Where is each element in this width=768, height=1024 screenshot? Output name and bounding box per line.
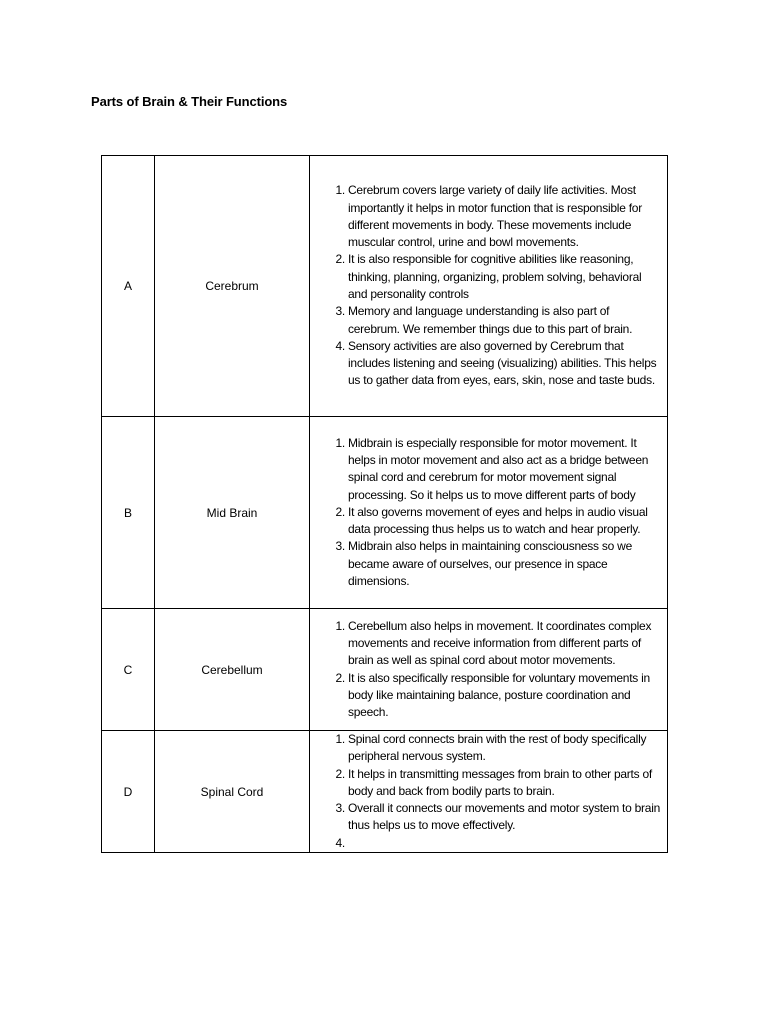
list-number: 1. (335, 618, 345, 633)
row-letter-cell: C (102, 609, 155, 731)
list-item (323, 338, 663, 390)
list-number: 2. (335, 252, 345, 267)
list-item-text: Midbrain is especially responsible for motor movement. It helps in motor movement and also act as a bridge between spinal cord and cerebrum for motor movement signal processing. So it helps us to move different parts of body (348, 435, 649, 502)
functions-list (310, 435, 667, 591)
list-item-text: Spinal cord connects brain with the rest of body specifically peripheral nervous system. (348, 732, 647, 764)
brain-part-cell: Cerebrum (155, 156, 310, 417)
list-item (323, 504, 663, 539)
table-row (102, 609, 668, 731)
list-item-text: Cerebellum also helps in movement. It coordinates complex movements and receive information from different parts of brain as well as spinal cord about motor movements. (348, 618, 652, 668)
functions-cell (310, 731, 668, 853)
list-number: 3. (335, 801, 345, 816)
list-item (323, 835, 663, 852)
list-number: 4. (335, 835, 345, 850)
row-letter-cell: B (102, 417, 155, 609)
list-item-text: Overall it connects our movements and motor system to brain thus helps us to move effectively. (348, 801, 661, 833)
brain-part-cell: Spinal Cord (155, 731, 310, 853)
list-number: 1. (335, 183, 345, 198)
list-item (323, 303, 663, 338)
list-item (323, 251, 663, 303)
list-item-text: It is also responsible for cognitive abilities like reasoning, thinking, planning, organizing, problem solving, behavioral and personality controls (348, 252, 642, 301)
list-item-text: Memory and language understanding is also part of cerebrum. We remember things due to this part of brain. (348, 304, 633, 336)
brain-functions-table (101, 155, 668, 853)
document-title: Parts of Brain & Their Functions (91, 94, 288, 109)
list-item (323, 670, 663, 722)
functions-list (310, 731, 667, 852)
brain-part-cell: Mid Brain (155, 417, 310, 609)
functions-list (310, 618, 667, 722)
table-row (102, 156, 668, 417)
list-number: 2. (335, 504, 345, 519)
functions-cell (310, 609, 668, 731)
list-item (323, 435, 663, 504)
functions-cell (310, 417, 668, 609)
list-item (323, 538, 663, 590)
functions-cell (310, 156, 668, 417)
list-item-text: It also governs movement of eyes and helps in audio visual data processing thus helps us to watch and hear properly. (348, 504, 648, 537)
row-letter-cell: A (102, 156, 155, 417)
list-number: 3. (335, 304, 345, 319)
list-number: 4. (335, 338, 345, 353)
list-item (323, 800, 663, 835)
list-number: 1. (335, 435, 345, 450)
row-letter-cell: D (102, 731, 155, 853)
list-number: 2. (335, 766, 345, 781)
list-item-text: It is also specifically responsible for voluntary movements in body like maintaining balance, posture coordination and speech. (348, 670, 650, 720)
table-row (102, 731, 668, 853)
list-number: 2. (335, 670, 345, 685)
list-item (323, 618, 663, 670)
list-item (323, 731, 663, 766)
list-item-text: Cerebrum covers large variety of daily life activities. Most importantly it helps in motor function that is responsible for different movements in body. These movements include muscular control, urine and bowl movements. (348, 183, 642, 250)
list-item (323, 182, 663, 251)
list-number: 3. (335, 539, 345, 554)
table-row (102, 417, 668, 609)
list-number: 1. (335, 732, 345, 746)
brain-part-cell: Cerebellum (155, 609, 310, 731)
list-item-text: Midbrain also helps in maintaining consciousness so we became aware of ourselves, our presence in space dimensions. (348, 539, 632, 589)
list-item-text: It helps in transmitting messages from brain to other parts of body and back from bodily parts to brain. (348, 766, 652, 798)
functions-list (310, 182, 667, 390)
list-item-text: Sensory activities are also governed by Cerebrum that includes listening and seeing (visualizing) abilities. This helps us to gather data from eyes, ears, skin, nose and taste buds. (348, 338, 657, 388)
list-item (323, 766, 663, 801)
